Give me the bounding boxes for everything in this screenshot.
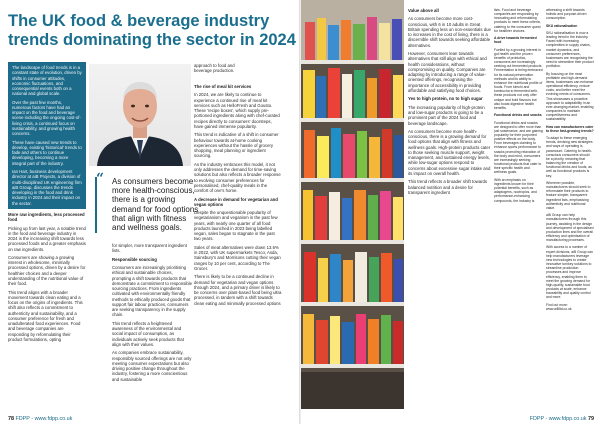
body-paragraph: As consumers become more cost-conscious, with 6 in 10 adults in Great Britain spending less on non-essentials due to increases in the cost of living, there is a discernible shift towards seeking affordable alternatives.: [408, 16, 491, 48]
section-heading: Functional drinks and snacks: [494, 113, 542, 118]
quote-mark-icon: “: [96, 171, 105, 187]
intro-paragraph: Ian Hart, business development director at aiB Projects, a division of multi-disciplined UK engineering firm aiB Group, discusses the trends developing in the food and drink industry in 2024 and their impact on the sector.: [12, 169, 82, 206]
page-number-right: 79: [588, 416, 594, 422]
body-paragraph: aiB Group can help manufacturers through this journey, assisting in the design and development of specialised production lines and the overall efficiency and optimisation of manufacturing processes.: [546, 213, 594, 243]
right-footer-site: FDPP - www.fdpp.co.uk: [529, 416, 587, 422]
find-out-more-link[interactable]: Find out more: www.aiBltd.co.uk: [546, 302, 572, 311]
body-paragraph: In 2024, we are likely to continue to experience a continued rise of meal kit services such as HelloFresh and Gousto. These 'recipe boxes', which supply pre-portioned ingredients along with chef-curated recipes directly to consumers' doorsteps, have gained immense popularity.: [194, 92, 280, 129]
supermarket-shelf-photo: [301, 0, 404, 409]
body-paragraph: Fuelled by a growing interest in gut health and the proven benefits of probiotics, consumers are increasingly seeking out fermented products. Fermentation is being embraced for its natural preservation methods and its ability to enhance the nutritional profile of foods. From kimchi and kombucha to fermented kefir, these products not only offer unique and bold flavours but also boast digestive health benefits.: [494, 47, 543, 110]
right-columns: [494, 8, 594, 410]
section-heading: A drive towards fermented food: [494, 36, 537, 45]
body-paragraph: Wherever possible, manufacturers should seek to reformulate their products to feature simpler, transparent ingredient lists, emphasising authenticity and nutritional value.: [546, 180, 591, 210]
body-paragraph: The increasing popularity of high-protein and low-sugar products is going to be a prominent part of the 2024 food and beverage landscape.: [408, 104, 485, 126]
pull-quote: [95, 171, 200, 233]
page-number-left: 78: [8, 416, 14, 422]
column-2-top: [194, 63, 244, 75]
body-paragraph: To adapt to these emerging trends, devising new strategies and ways of operating is paramount. Catering to health-conscious consumers should be a priority, meaning that balancing the creation of functional drinks and foods, as well as functional products is key.: [546, 136, 593, 178]
left-footer-site: FDPP - www.fdpp.co.uk: [15, 416, 73, 422]
body-paragraph: approach to food and beverage production.: [194, 63, 235, 74]
left-footer: [8, 416, 72, 422]
column-5-inner: [494, 8, 543, 410]
section-heading: More raw ingredients, less processed food: [8, 211, 85, 223]
body-paragraph: Consumers are increasingly prioritising ethical and sustainable choices, prompting a shift towards products that demonstrate a commitment to responsible sourcing practices. From ingredients cultivated with environmentally friendly methods to ethically produced goods that support fair labour practices, consumers are seeking transparency in the supply chain.: [112, 265, 192, 318]
body-paragraph: There is likely to be a continued decline in demand for vegetarian and vegan options through 2024, and a primary driver is likely to be concerns over plant-based food being ultra processed, in tandem with a shift towards clean eating and minimally processed options: [194, 274, 282, 306]
intro-paragraph: These have caused new trends to develop, existing 'historical' trends to fade and others to continue developing, becoming a more integral part of the industry.: [12, 139, 82, 166]
body-paragraph: Consumers are showing a growing interest in wholesome, minimally processed options, driven by a desire for healthier choices and a deeper understanding of the nutritional value of their food.: [8, 254, 86, 287]
body-paragraph: As consumers become more health-conscious, there is a growing demand for food options that align with fitness and wellness goals. High-protein products cater to those seeking muscle support, weight management, and sustained energy levels, while low-sugar options respond to concerns about excessive sugar intake and its impact on overall health.: [408, 128, 491, 176]
section-heading: Yes to high protein, no to high sugar: [408, 96, 483, 102]
grocery-shelf-icon: [301, 0, 404, 409]
column-4: [408, 8, 492, 410]
body-paragraph: Sales of meat alternatives were down 13.6% in 2022, with UK supermarkets Tesco, Asda, Sainsbury's and Morrisons cutting their vegan ranges by 10 per cent, according to The Grocer.: [194, 244, 281, 271]
intro-paragraph: The landscape of food trends is in a constant state of evolution, driven by shifts in consumer attitudes, economic fluctuations, and consequential events both on a national and global scale.: [12, 65, 82, 97]
section-heading: A decrease in demand for vegetarian and vegan options: [194, 196, 278, 207]
right-footer: [530, 416, 594, 422]
column-1: [8, 62, 86, 414]
article-title: The UK food & beverage industry trends dominating the sector in 2024: [8, 12, 296, 49]
column-3: [194, 84, 282, 414]
section-heading: Responsible sourcing: [112, 256, 157, 262]
body-paragraph: This trend aligns with a broader movement towards clean eating and a focus on the origins of ingredients. This shift also reflects a commitment to authenticity and sustainability, and a consumer preference for fresh and unadulterated food experiences. Food and beverage companies are responding by reformulating their product formulations, opting: [8, 289, 83, 342]
section-heading: SKU rationalisation: [546, 23, 578, 28]
body-paragraph: By focusing on the most profitable and high-demand items, businesses can enhance operational efficiency, reduce costs, and better meet the evolving needs of consumers. This showcases a proactive approach to adaptability in an ever-changing market, enabling companies to maintain competitiveness and sustainability.: [546, 71, 594, 122]
column-6-inner: [546, 8, 594, 410]
section-heading: The rise of meal kit services: [194, 84, 252, 89]
body-paragraph: witnessing a shift towards holistic and purpose-driven consumption.: [546, 8, 587, 21]
intro-paragraph: Over the past few months, numerous factors have had an impact on the food and beverage scene including the ongoing cost-of-living crisis, a continued focus on sustainability, and growing health concerns.: [12, 99, 81, 137]
body-paragraph: This trend is indicative of a shift in consumer behaviour towards at-home cooking experiences without the hassle of grocery shopping, meal planning or ingredient sourcing.: [194, 132, 279, 159]
body-paragraph: Despite the unquestionable popularity of vegetarianism and veganism in the past few years, with nearly one quarter of all food products launched in 2023 being labelled vegan, sales began to stagnate in the past two years.: [194, 210, 278, 242]
body-paragraph: With an emphasis on ingredients known for their potential benefits, such as adaptogens, nootropics, and performance-enhancing compounds, the industry is: [494, 177, 537, 203]
body-paragraph: However, consumers lean towards alternatives that still align with ethical and health considerations, without compromising on quality. Companies are adapting by introducing a range of value-oriented offerings, recognising the importance of accessibility in providing affordable and satisfying food choices.: [408, 51, 487, 93]
author-photo: [89, 64, 191, 166]
section-heading: Value above all: [408, 8, 439, 13]
pull-quote-text: As consumers become more health-conscious, there is a growing demand for food options that align with fitness and wellness goals.: [112, 177, 199, 233]
column-2: [112, 243, 192, 413]
body-paragraph: As the industry embraces this model, it not only addresses the demand for time-saving solutions but also reflects a broader response to evolving consumer preferences for personalised, chef-quality meals in the comfort of one's home.: [194, 161, 281, 194]
body-paragraph: lists. Food and beverage companies are responding by innovating and reformulating products to meet these criteria, catering to the consumer quest for healthier choices.: [494, 8, 541, 33]
body-paragraph: With access to a number of expert divisions, aiB Group can help manufacturers leverage new technologies to create innovative turnkey solutions to streamline production processes and improve efficiency, enabling them to meet the growing demand for high-quality, sustainable food products at scale, enhance traceability and quality control and more.: [546, 245, 593, 300]
body-paragraph: Functional drinks and snacks are designed to offer more than just sustenance, and are gaining popularity for their purported positive effects on the body. From beverages claiming to enhance sports performance to snacks promoting relaxation of the body and mind, consumers are increasingly seeking functional products that cater to their specific health and wellness goals.: [494, 120, 543, 175]
section-heading: How can manufacturers cater to these fast-growing trends?: [546, 124, 594, 133]
intro-box: [8, 62, 86, 209]
body-paragraph: SKU rationalisation is now a leading trend in the industry. Faced with increasing complexities in supply chains, market dynamics, and consumer preferences, businesses are recognising the need to streamline their product portfolios.: [546, 31, 594, 69]
body-paragraph: Picking up from last year, a notable trend in the food and beverage industry in 2024 is the increasing shift towards less processed foods and a greater emphasis on raw ingredients.: [8, 225, 86, 252]
body-paragraph: This trend reflects a heightened awareness of the environmental and social impact of consumption, as individuals actively seek products that align with their values.: [112, 320, 184, 347]
body-paragraph: As companies embrace sustainability, responsibly sourced offerings are not only meeting consumer expectations but also driving positive change throughout the industry, fostering a more conscientious and sustainable: [112, 350, 192, 382]
body-paragraph: This trend reflects a broader shift towards balanced nutrition and a desire for transparent ingredient: [408, 179, 488, 195]
person-portrait-icon: [89, 64, 191, 166]
body-paragraph: for simpler, more transparent ingredient lists.: [112, 243, 187, 254]
